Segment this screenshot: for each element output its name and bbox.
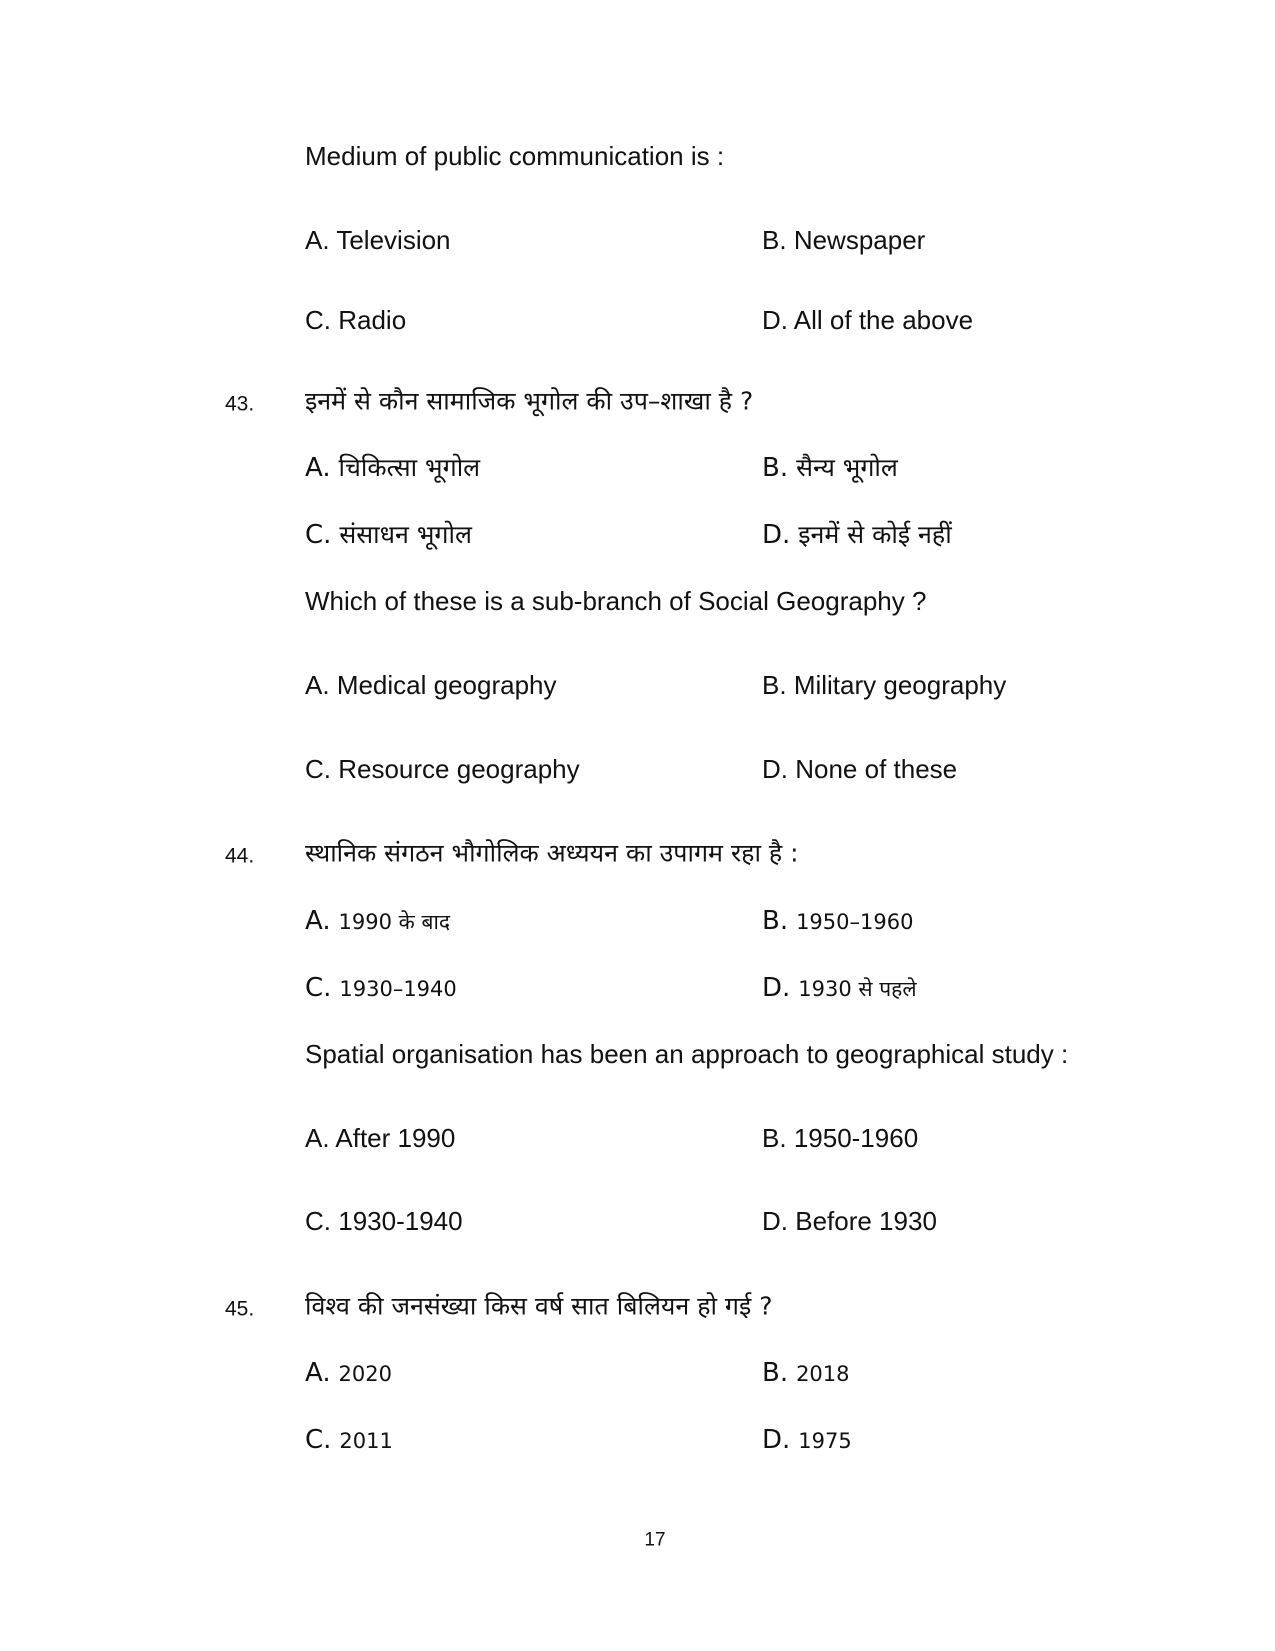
option-text: 2011 bbox=[339, 1429, 393, 1453]
question-text-hindi: विश्व की जनसंख्या किस वर्ष सात बिलियन हो गई ? bbox=[305, 1291, 773, 1321]
option-d-hindi bbox=[762, 975, 917, 1001]
option-text: None of these bbox=[795, 754, 958, 784]
option-b bbox=[762, 672, 1006, 698]
option-d-hindi bbox=[762, 1427, 852, 1453]
page-number: 17 bbox=[644, 1529, 666, 1551]
option-label: C. bbox=[305, 973, 332, 1003]
option-label: D. bbox=[762, 973, 791, 1003]
option-d bbox=[762, 756, 957, 782]
option-d-hindi bbox=[762, 522, 952, 548]
option-a bbox=[305, 672, 557, 698]
option-label: A. bbox=[305, 1358, 331, 1388]
option-text: Television bbox=[336, 225, 451, 255]
option-b-hindi bbox=[762, 1360, 850, 1386]
option-text: All of the above bbox=[793, 305, 974, 335]
option-label: D. bbox=[762, 1206, 788, 1236]
option-c bbox=[305, 1208, 463, 1234]
option-text: Radio bbox=[338, 305, 407, 335]
option-b bbox=[762, 227, 925, 253]
option-a-hindi bbox=[305, 1360, 392, 1386]
option-text: 1990 के बाद bbox=[338, 910, 451, 934]
option-label: C. bbox=[305, 520, 332, 550]
question-number: 45. bbox=[225, 1297, 255, 1321]
question-number: 44. bbox=[225, 844, 255, 868]
question-text-hindi: इनमें से कौन सामाजिक भूगोल की उप–शाखा है ? bbox=[305, 386, 754, 416]
option-d bbox=[762, 307, 973, 333]
option-text: चिकित्सा भूगोल bbox=[338, 453, 481, 482]
option-b-hindi bbox=[762, 908, 913, 934]
option-text: Newspaper bbox=[793, 225, 926, 255]
option-text: Before 1930 bbox=[795, 1206, 937, 1236]
option-label: C. bbox=[305, 305, 331, 335]
option-label: D. bbox=[762, 754, 788, 784]
option-label: D. bbox=[762, 305, 788, 335]
question-text-hindi: स्थानिक संगठन भौगोलिक अध्ययन का उपागम रहा है : bbox=[305, 838, 799, 868]
option-c-hindi bbox=[305, 522, 472, 548]
option-text: 1950–1960 bbox=[796, 910, 914, 934]
option-c-hindi bbox=[305, 975, 457, 1001]
option-text: After 1990 bbox=[335, 1123, 456, 1153]
option-label: C. bbox=[305, 754, 331, 784]
option-text: संसाधन भूगोल bbox=[339, 520, 472, 549]
option-d bbox=[762, 1208, 937, 1234]
option-b bbox=[762, 1125, 918, 1151]
option-text: Medical geography bbox=[336, 670, 557, 700]
option-text: सैन्य भूगोल bbox=[796, 453, 898, 482]
option-label: B. bbox=[762, 906, 789, 936]
option-a-hindi bbox=[305, 455, 480, 481]
option-label: A. bbox=[305, 1123, 330, 1153]
option-label: A. bbox=[305, 225, 330, 255]
option-label: A. bbox=[305, 453, 331, 483]
option-a bbox=[305, 1125, 455, 1151]
option-label: B. bbox=[762, 453, 789, 483]
option-text: 1930-1940 bbox=[338, 1206, 463, 1236]
question-text-english: Which of these is a sub-branch of Social Geography ? bbox=[305, 586, 927, 616]
option-a-hindi bbox=[305, 908, 450, 934]
option-text: Military geography bbox=[793, 670, 1007, 700]
question-number: 43. bbox=[225, 392, 255, 416]
option-label: D. bbox=[762, 1425, 791, 1455]
option-text: Resource geography bbox=[338, 754, 580, 784]
option-label: B. bbox=[762, 670, 787, 700]
option-text: 2020 bbox=[338, 1362, 392, 1386]
option-c bbox=[305, 756, 580, 782]
option-label: B. bbox=[762, 1123, 787, 1153]
option-c bbox=[305, 307, 406, 333]
option-text: 1950-1960 bbox=[793, 1123, 919, 1153]
option-text: 1930 से पहले bbox=[798, 977, 917, 1001]
question-text-english: Spatial organisation has been an approach to geographical study : bbox=[305, 1039, 1069, 1069]
option-b-hindi bbox=[762, 455, 898, 481]
option-label: D. bbox=[762, 520, 791, 550]
option-label: C. bbox=[305, 1425, 332, 1455]
option-c-hindi bbox=[305, 1427, 393, 1453]
option-text: 2018 bbox=[796, 1362, 850, 1386]
option-text: इनमें से कोई नहीं bbox=[798, 520, 952, 549]
option-label: B. bbox=[762, 1358, 789, 1388]
option-label: A. bbox=[305, 670, 330, 700]
question-text: Medium of public communication is : bbox=[305, 141, 725, 171]
option-label: B. bbox=[762, 225, 787, 255]
option-a bbox=[305, 227, 451, 253]
option-label: C. bbox=[305, 1206, 331, 1236]
option-text: 1975 bbox=[798, 1429, 852, 1453]
option-label: A. bbox=[305, 906, 331, 936]
option-text: 1930–1940 bbox=[339, 977, 457, 1001]
